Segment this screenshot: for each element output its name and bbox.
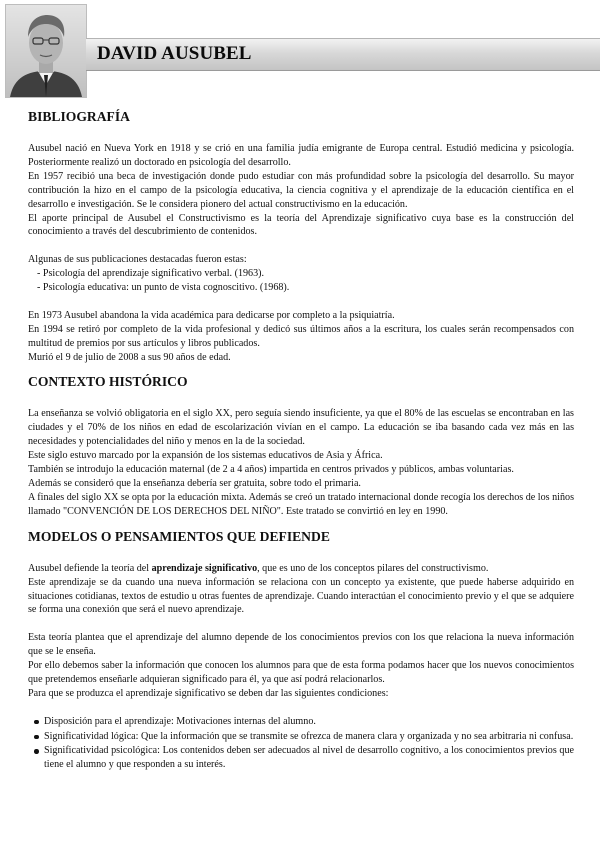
person-name-title: DAVID AUSUBEL [97,43,252,64]
section-heading-bibliografia: BIBLIOGRAFÍA [28,109,130,124]
models-paragraph: Para que se produzca el aprendizaje significativo se deben dar las siguientes condiciones: [28,687,389,699]
page-header [0,0,600,100]
key-concept-bold: aprendizaje significativo [151,562,258,574]
list-item [28,715,574,729]
models-paragraph: Esta teoría plantea que el aprendizaje del alumno depende de los conocimientos previos con los que relaciona la nueva información que se le enseña. [28,632,574,658]
title-bar [86,38,600,71]
document-body [28,108,574,772]
models-text: , que es uno de los conceptos pilares del constructivismo. [257,562,489,574]
models-paragraph: Este aprendizaje se da cuando una nueva información se relaciona con un concepto ya existente, que puede haberse adquirido en situaciones cotidianas, textos de estudio u otras fuentes de aprendizaje. Cuando interactúan el conocimiento previo y el que se adquiere se forma una conexión que será el nuevo aprendizaje. [28,576,574,616]
context-paragraph: Además se consideró que la enseñanza debería ser gratuita, sobre todo el primaria. [28,478,361,489]
list-item [28,730,574,744]
bio-paragraph: El aporte principal de Ausubel el Constructivismo es la teoría del Aprendizaje significativo cuya base es la construcción del conocimiento a través del descubrimiento de contenidos. [28,212,574,238]
publication-item: - Psicología del aprendizaje significativo verbal. (1963). [37,268,265,280]
models-paragraph: Por ello debemos saber la información que conocen los alumnos para que de esta forma podamos hacer que los nuevos conocimientos que pretendemos enseñarle adquieran significado para él, ya que así podrá relacionarlos. [28,660,574,685]
bullet-icon [34,720,39,725]
bullet-icon [34,735,39,740]
bio-closing-paragraph: En 1973 Ausubel abandona la vida académica para dedicarse por completo a la psiquiatría. [28,309,395,321]
list-item [28,744,574,772]
section-heading-modelos: MODELOS O PENSAMIENTOS QUE DEFIENDE [28,528,330,544]
publication-item: - Psicología educativa: un punto de vista cognoscitivo. (1968). [37,282,290,294]
context-paragraph: También se introdujo la educación maternal (de 2 a 4 años) impartida en centros privados y públicos, ambas voluntarias. [28,464,514,476]
portrait-photo [5,4,87,98]
models-paragraph-intro [28,562,574,576]
context-paragraph: La enseñanza se volvió obligatoria en el siglo XX, pero seguía siendo insuficiente, ya que el 80% de las escuelas se encontraban en las ciudades y el 70% de los niños en edad de escolarización vivían en el campo. La educación se iba basando cada vez más en las necesidades y potencialidades del niño y menos en la de la sociedad. [28,408,574,448]
conditions-list [28,715,574,773]
condition-text: Significatividad lógica: Que la información que se transmite se ofrezca de manera clara y organizada y no sea arbitraria ni confusa. [44,730,574,742]
context-paragraph: Este siglo estuvo marcado por la expansión de los sistemas educativos de Asia y África. [28,450,383,462]
context-paragraph: A finales del siglo XX se opta por la educación mixta. Además se creó un tratado internacional donde recogía los derechos de los niños llamado "CONVENCIÓN DE LOS DERECHOS DEL NIÑO". Este tratado se convirtió en ley en 1990. [28,491,574,517]
portrait-illustration [6,5,86,97]
section-heading-contexto: CONTEXTO HISTÓRICO [28,374,188,390]
condition-text: Disposición para el aprendizaje: Motivaciones internas del alumno. [44,715,316,727]
condition-text: Significatividad psicológica: Los contenidos deben ser adecuados al nivel de desarrollo cognitivo, a los conocimientos previos que tiene el alumno y que responden a su interés. [44,745,574,771]
bio-closing-paragraph: En 1994 se retiró por completo de la vida profesional y dedicó sus últimos años a la escritura, los cuales serán recompensados con multitud de premios por sus artículos y libros publicados. [28,323,574,349]
bio-paragraph: En 1957 recibió una beca de investigación donde pudo estudiar con más profundidad sobre la psicología del desarrollo. Su mayor contribución la hizo en el campo de la psicología educativa, la ciencia cognitiva y el aprendizaje de la educación científica en el desarrollo e investigación. Se le considera pionero del actual constructivismo en la educación. [28,170,574,210]
bio-closing-paragraph: Murió el 9 de julio de 2008 a sus 90 años de edad. [28,351,231,363]
bullet-icon [34,749,39,754]
models-text: Ausubel defiende la teoría del [28,562,152,574]
publications-intro: Algunas de sus publicaciones destacadas fueron estas: [28,254,247,266]
bio-paragraph: Ausubel nació en Nueva York en 1918 y se crió en una familia judía emigrante de Europa central. Estudió medicina y psicología. Posteriormente realizó un doctorado en psicología del desarrollo. [28,143,574,168]
